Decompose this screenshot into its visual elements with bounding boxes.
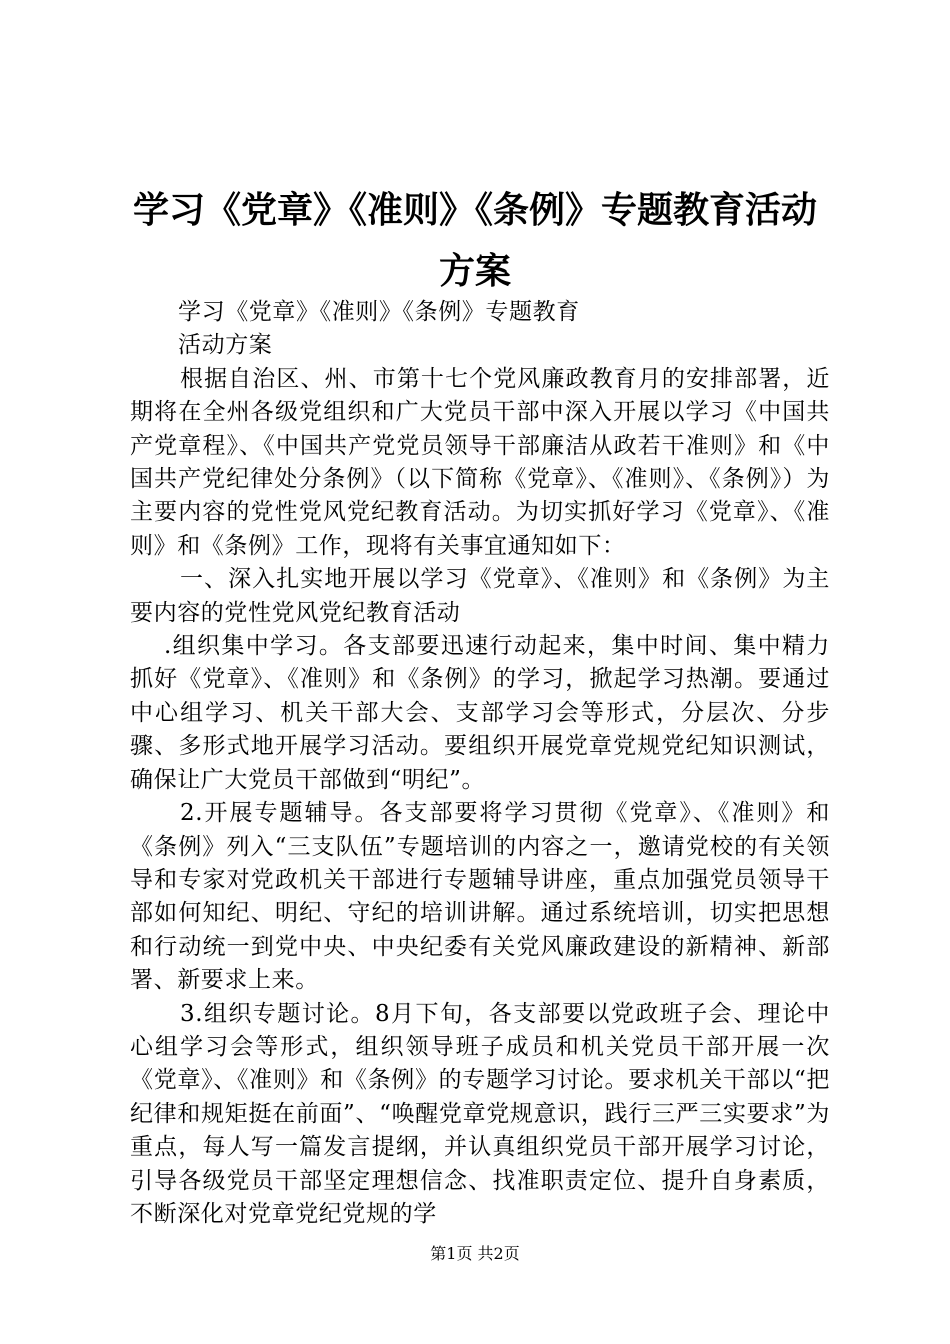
paragraph-item-1: .组织集中学习。各支部要迅速行动起来，集中时间、集中精力抓好《党章》、《准则》和《条例》的学习，掀起学习热潮。要通过中心组学习、机关干部大会、支部学习会等形式，分层次、分步骤、多形式地开展学习活动。要组织开展党章党规党纪知识测试，确保让广大党员干部做到“明纪”。 [130, 633, 830, 793]
document-body [130, 296, 830, 1231]
subtitle-line2: 活动方案 [178, 332, 273, 359]
page-footer: 第1页 共2页 [430, 1244, 520, 1263]
paragraph-item-2: 2.开展专题辅导。各支部要将学习贯彻《党章》、《准则》和《条例》列入“三支队伍”专题培训的内容之一，邀请党校的有关领导和专家对党政机关干部进行专题辅导讲座，重点加强党员领导干部如何知纪、明纪、守纪的培训讲解。通过系统培训，切实把思想和行动统一到党中央、中央纪委有关党风廉政建设的新精神、新部署、新要求上来。 [130, 800, 830, 994]
subtitle-line1: 学习《党章》《准则》《条例》专题教育 [178, 299, 580, 325]
document-title-line1: 学习《党章》《准则》《条例》专题教育活动 [132, 189, 817, 231]
paragraph-intro: 根据自治区、州、市第十七个党风廉政教育月的安排部署，近期将在全州各级党组织和广大党员干部中深入开展以学习《中国共产党章程》、《中国共产党党员领导干部廉洁从政若干准则》和《中国共产党纪律处分条例》（以下简称《党章》、《准则》、《条例》）为主要内容的党性党风党纪教育活动。为切实抓好学习《党章》、《准则》和《条例》工作，现将有关事宜通知如下： [130, 365, 830, 559]
paragraph-section-heading: 一、深入扎实地开展以学习《党章》、《准则》和《条例》为主要内容的党性党风党纪教育活动 [130, 566, 830, 626]
document-title-line2: 方案 [438, 250, 511, 292]
paragraph-item-3: 3.组织专题讨论。8月下旬，各支部要以党政班子会、理论中心组学习会等形式，组织领导班子成员和机关党员干部开展一次《党章》、《准则》和《条例》的专题学习讨论。要求机关干部以“把纪律和规矩挺在前面”、“唤醒党章党规意识，践行三严三实要求”为重点，每人写一篇发言提纲，并认真组织党员干部开展学习讨论，引导各级党员干部坚定理想信念、找准职责定位、提升自身素质，不断深化对党章党纪党规的学 [130, 1000, 830, 1227]
